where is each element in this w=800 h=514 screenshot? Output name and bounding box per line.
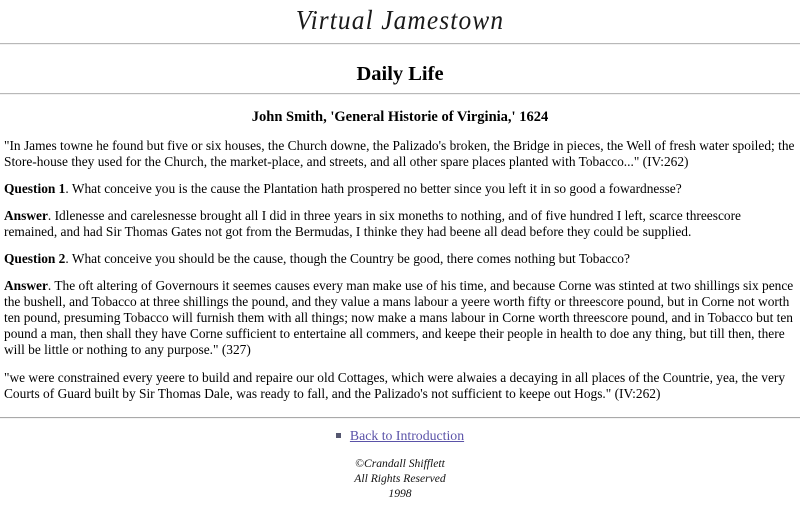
- paragraph-label: Answer: [4, 207, 48, 223]
- paragraph-label: Question 2: [4, 251, 66, 267]
- paragraph-quote-james-towne: [4, 138, 796, 170]
- paragraph-answer-1: [4, 208, 796, 240]
- paragraph-text: . What conceive you should be the cause, though the Country be good, there comes nothing but Tobacco?: [65, 251, 630, 267]
- paragraph-question-1: [4, 181, 796, 197]
- divider-footer: [0, 417, 800, 419]
- paragraph-quote-cottages: [4, 370, 796, 402]
- divider-under-title: [0, 93, 800, 95]
- site-masthead: [0, 0, 800, 36]
- divider-top: [0, 43, 800, 45]
- paragraph-label: Question 1: [4, 180, 66, 196]
- copyright-line-rights: All Rights Reserved: [354, 472, 446, 486]
- page-footer: [0, 417, 800, 502]
- back-to-introduction-link[interactable]: Back to Introduction: [349, 427, 465, 443]
- paragraph-text: "we were constrained every yeere to build and repaire our old Cottages, which were alwaies a decaying in all places of the Countrie, yea, the very Courts of Guard built by Sir Thomas Dale, was ready to fall, and the Palizado's not sufficient to keepe out Hogs." (IV:262): [4, 369, 786, 401]
- square-bullet-icon: [336, 433, 341, 438]
- paragraph-text: . What conceive you is the cause the Plantation hath prospered no better since you left it in so good a fowardnesse?: [65, 180, 682, 196]
- site-title: Virtual Jamestown: [295, 5, 505, 35]
- copyright-block: [0, 457, 800, 501]
- paragraph-answer-2: [4, 278, 796, 358]
- document-body: [0, 138, 800, 402]
- page-title: Daily Life: [356, 62, 444, 85]
- paragraph-question-2: [4, 251, 796, 267]
- copyright-line-year: 1998: [388, 486, 412, 500]
- paragraph-text: . Idlenesse and carelesnesse brought all I did in three years in six moneths to nothing, and of five hundred I left, scarce threescore remained, and had Sir Thomas Gates not got from the Bermudas, I thinke they had beene all dead before they could be supplied.: [4, 207, 741, 239]
- source-citation-heading: John Smith, 'General Historie of Virginia,' 1624: [251, 109, 549, 126]
- paragraph-text: "In James towne he found but five or six houses, the Church downe, the Palizado's broken, the Bridge in pieces, the Well of fresh water spoiled; the Store-house they used for the Church, the market-place, and streets, and all other spare places planted with Tobacco..." (IV:262): [4, 137, 795, 169]
- footer-nav-list: [0, 428, 800, 445]
- paragraph-text: . The oft altering of Governours it seemes causes every man make use of his time, and because Corne was stinted at two shillings six pence the bushell, and Tobacco at three shillings the pound, and they value a mans labour a yeere worth fifty or threescore pound, but in Corne not worth ten pound, presuming Tobacco will furnish them with all things; now make a mans labour in Corne worth threescore pound, and in Tobacco but ten pound a man, then shall they have Corne sufficient to entertaine all commers, and keepe their people in health to doe any thing, but till then, there will be little or nothing to any purpose." (327): [4, 278, 794, 358]
- list-item: [0, 428, 800, 445]
- copyright-line-owner: ©Crandall Shifflett: [355, 457, 445, 471]
- paragraph-label: Answer: [4, 278, 48, 294]
